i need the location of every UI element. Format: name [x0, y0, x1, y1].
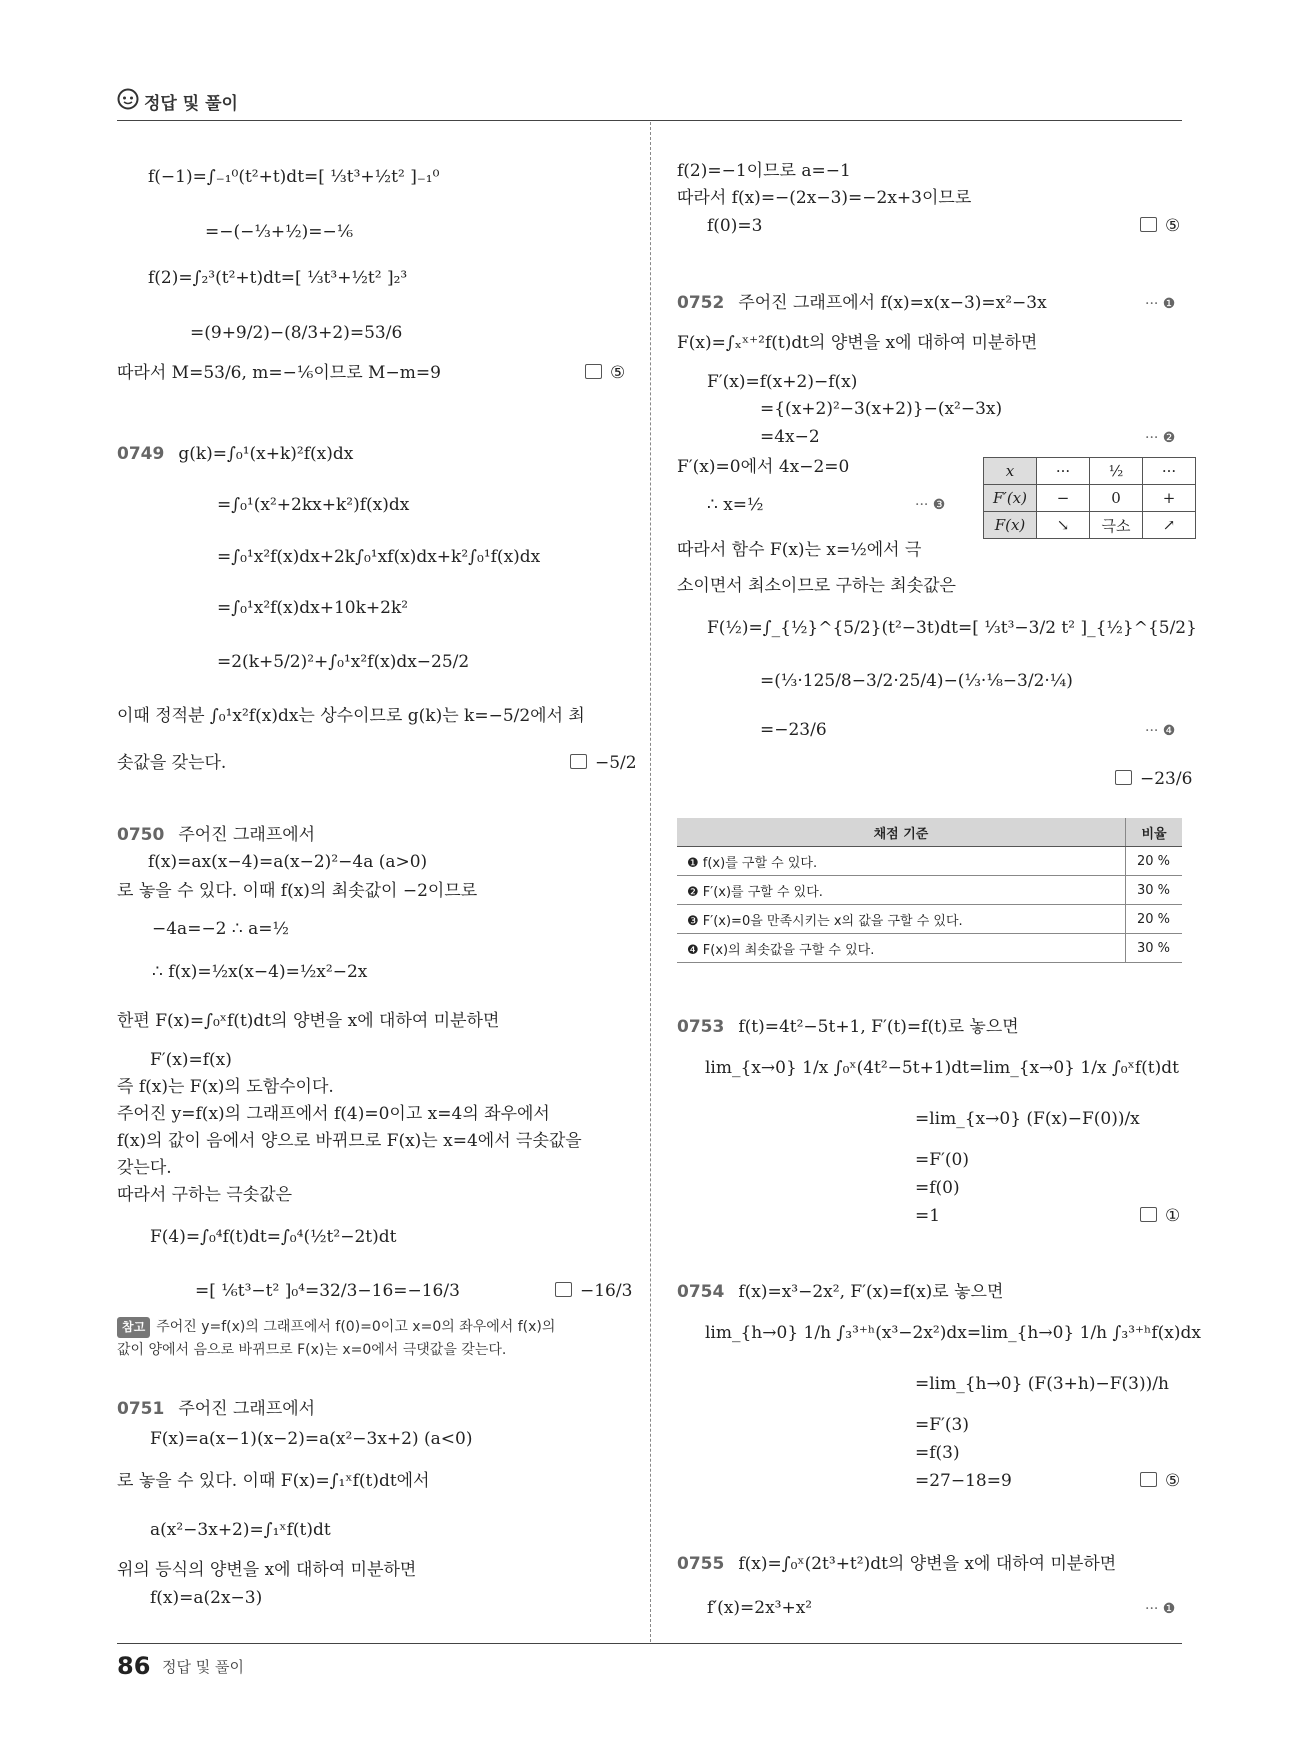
- sol-0748-line-4: =(9+9/2)−(8/3+2)=53/6: [190, 323, 403, 343]
- table-cell: F′(x): [984, 485, 1037, 512]
- answer-mark-icon: [1115, 770, 1132, 785]
- table-cell: 20 %: [1126, 905, 1183, 934]
- table-row: [677, 876, 1182, 905]
- answer-mark-icon: [1140, 1207, 1157, 1222]
- answer-0753: ①: [1140, 1205, 1180, 1227]
- sol-0752-line-7: ∴ x=½: [707, 495, 764, 515]
- sol-0750-line-9: 주어진 y=f(x)의 그래프에서 f(4)=0이고 x=4의 좌우에서: [117, 1104, 550, 1124]
- table-cell: +: [1143, 485, 1196, 512]
- sol-0752-line-9: 소이면서 최소이므로 구하는 최솟값은: [677, 576, 956, 596]
- sol-0753-line-4: =F′(0): [915, 1150, 969, 1170]
- sol-0750-line-6: 한편 F(x)=∫₀ˣf(t)dt의 양변을 x에 대하여 미분하면: [117, 1011, 500, 1031]
- sol-0752-line-12: =−23/6: [760, 720, 827, 740]
- step-marker-5: ··· ❶: [1145, 1601, 1176, 1617]
- table-cell: ↗: [1143, 512, 1196, 539]
- step-marker-1: ··· ❶: [1145, 296, 1176, 312]
- table-cell: 30 %: [1126, 876, 1183, 905]
- table-row: [984, 458, 1196, 485]
- sol-0753-line-5: =f(0): [915, 1178, 960, 1198]
- step-marker-4: ··· ❹: [1145, 723, 1176, 739]
- table-cell: F(x): [984, 512, 1037, 539]
- table-cell: ❶ f(x)를 구할 수 있다.: [677, 847, 1126, 876]
- note-tag: 참고: [117, 1317, 150, 1338]
- answer-0748: ⑤: [585, 362, 625, 384]
- page-number: 86: [117, 1652, 151, 1680]
- table-row: [984, 485, 1196, 512]
- sol-0752-line-11: =(⅓·125/8−3/2·25/4)−(⅓·⅛−3/2·¼): [760, 671, 1073, 691]
- sol-0750-line-11: 갖는다.: [117, 1158, 172, 1178]
- problem-0752: 0752 주어진 그래프에서 f(x)=x(x−3)=x²−3x: [677, 293, 1047, 313]
- sol-0750-line-10: f(x)의 값이 음에서 양으로 바뀌므로 F(x)는 x=4에서 극솟값을: [117, 1131, 582, 1151]
- sol-0754-line-4: =F′(3): [915, 1415, 969, 1435]
- table-row: [677, 847, 1182, 876]
- sol-0754-line-6: =27−18=9: [915, 1471, 1012, 1491]
- sol-0751-line-9: f(0)=3: [707, 216, 763, 236]
- sol-0752-line-3: F′(x)=f(x+2)−f(x): [707, 372, 858, 392]
- sol-0751-line-8: 따라서 f(x)=−(2x−3)=−2x+3이므로: [677, 188, 972, 208]
- table-header-row: [677, 818, 1182, 847]
- sol-0752-line-10: F(½)=∫_{½}^{5/2}(t²−3t)dt=[ ⅓t³−3/2 t² ]_{½}^{5/2}: [707, 618, 1197, 638]
- sol-0751-line-7: f(2)=−1이므로 a=−1: [677, 161, 851, 181]
- sol-0749-line-3: =∫₀¹x²f(x)dx+2k∫₀¹xf(x)dx+k²∫₀¹f(x)dx: [217, 547, 541, 567]
- sol-0754-line-3: =lim_{h→0} (F(3+h)−F(3))/h: [915, 1374, 1169, 1394]
- step-marker-2: ··· ❷: [1145, 430, 1176, 446]
- table-cell: 0: [1090, 485, 1143, 512]
- sol-0751-line-2: F(x)=a(x−1)(x−2)=a(x²−3x+2) (a<0): [150, 1429, 473, 1449]
- header-title: 정답 및 풀이: [144, 94, 238, 114]
- scoring-header-criteria: 채점 기준: [677, 818, 1126, 847]
- answer-mark-icon: [555, 1282, 572, 1297]
- problem-number: 0751: [117, 1399, 165, 1419]
- footer-rule: [117, 1643, 1182, 1644]
- sol-0755-line-2: f′(x)=2x³+x²: [707, 1598, 813, 1618]
- problem-0751: 0751 주어진 그래프에서: [117, 1399, 316, 1419]
- scoring-header-ratio: 비율: [1126, 818, 1183, 847]
- table-cell: 극소: [1090, 512, 1143, 539]
- sol-0752-line-4: ={(x+2)²−3(x+2)}−(x²−3x): [760, 399, 1003, 419]
- sol-0750-line-8: 즉 f(x)는 F(x)의 도함수이다.: [117, 1077, 334, 1097]
- problem-number: 0753: [677, 1017, 725, 1037]
- sol-0750-line-7: F′(x)=f(x): [150, 1050, 232, 1070]
- table-row: [677, 905, 1182, 934]
- reference-note: 참고 주어진 y=f(x)의 그래프에서 f(0)=0이고 x=0의 좌우에서 f(x)의: [117, 1317, 555, 1338]
- answer-0751: ⑤: [1140, 215, 1180, 237]
- answer-mark-icon: [570, 754, 587, 769]
- sol-0750-line-4: −4a=−2 ∴ a=½: [152, 919, 289, 939]
- problem-number: 0750: [117, 825, 165, 845]
- table-cell: x: [984, 458, 1037, 485]
- sol-0750-line-13: F(4)=∫₀⁴f(t)dt=∫₀⁴(½t²−2t)dt: [150, 1227, 397, 1247]
- sign-table: [983, 457, 1196, 539]
- problem-0750: 0750 주어진 그래프에서: [117, 825, 316, 845]
- table-cell: ···: [1037, 458, 1090, 485]
- sol-0754-line-5: =f(3): [915, 1443, 960, 1463]
- sol-0752-line-8: 따라서 함수 F(x)는 x=½에서 극: [677, 540, 922, 560]
- sol-0749-line-4: =∫₀¹x²f(x)dx+10k+2k²: [217, 598, 409, 618]
- sol-0753-line-2: lim_{x→0} 1/x ∫₀ˣ(4t²−5t+1)dt=lim_{x→0} 1/x ∫₀ˣf(t)dt: [705, 1058, 1179, 1078]
- problem-number: 0755: [677, 1554, 725, 1574]
- sol-0750-line-5: ∴ f(x)=½x(x−4)=½x²−2x: [152, 962, 368, 982]
- problem-0755: 0755 f(x)=∫₀ˣ(2t³+t²)dt의 양변을 x에 대하여 미분하면: [677, 1554, 1117, 1574]
- sol-0754-line-2: lim_{h→0} 1/h ∫₃³⁺ʰ(x³−2x²)dx=lim_{h→0} 1/h ∫₃³⁺ʰf(x)dx: [705, 1323, 1201, 1343]
- sol-0750-line-3: 로 놓을 수 있다. 이때 f(x)의 최솟값이 −2이므로: [117, 881, 478, 901]
- sol-0748-line-1: f(−1)=∫₋₁⁰(t²+t)dt=[ ⅓t³+½t² ]₋₁⁰: [148, 167, 440, 187]
- answer-0750: −16/3: [555, 1280, 632, 1302]
- problem-number: 0754: [677, 1282, 725, 1302]
- sol-0750-line-14: =[ ⅙t³−t² ]₀⁴=32/3−16=−16/3: [195, 1281, 460, 1301]
- table-cell: ½: [1090, 458, 1143, 485]
- step-marker-3: ··· ❸: [915, 497, 946, 513]
- face-icon: [117, 88, 139, 110]
- sol-0751-line-6: f(x)=a(2x−3): [150, 1588, 263, 1608]
- sol-0751-line-5: 위의 등식의 양변을 x에 대하여 미분하면: [117, 1560, 417, 1580]
- problem-number: 0752: [677, 293, 725, 313]
- sol-0750-line-12: 따라서 구하는 극솟값은: [117, 1185, 293, 1205]
- column-divider: [650, 122, 651, 1642]
- answer-0754: ⑤: [1140, 1470, 1180, 1492]
- reference-note-line-2: 값이 양에서 음으로 바뀌므로 F(x)는 x=0에서 극댓값을 갖는다.: [117, 1342, 507, 1358]
- sol-0752-line-2: F(x)=∫ₓˣ⁺²f(t)dt의 양변을 x에 대하여 미분하면: [677, 333, 1038, 353]
- sol-0748-line-5: 따라서 M=53/6, m=−⅙이므로 M−m=9: [117, 363, 441, 383]
- sol-0753-line-6: =1: [915, 1206, 941, 1226]
- answer-mark-icon: [1140, 217, 1157, 232]
- table-cell: ❹ F(x)의 최솟값을 구할 수 있다.: [677, 934, 1126, 963]
- sol-0748-line-2: =−(−⅓+½)=−⅙: [205, 222, 354, 242]
- table-cell: 20 %: [1126, 847, 1183, 876]
- sol-0749-line-2: =∫₀¹(x²+2kx+k²)f(x)dx: [217, 495, 410, 515]
- table-cell: ↘: [1037, 512, 1090, 539]
- sol-0749-line-5: =2(k+5/2)²+∫₀¹x²f(x)dx−25/2: [217, 652, 470, 672]
- problem-number: 0749: [117, 444, 165, 464]
- sol-0749-line-6: 이때 정적분 ∫₀¹x²f(x)dx는 상수이므로 g(k)는 k=−5/2에서 최: [117, 706, 585, 726]
- sol-0751-line-3: 로 놓을 수 있다. 이때 F(x)=∫₁ˣf(t)dt에서: [117, 1471, 430, 1491]
- problem-0753: 0753 f(t)=4t²−5t+1, F′(t)=f(t)로 놓으면: [677, 1017, 1019, 1037]
- answer-mark-icon: [1140, 1472, 1157, 1487]
- problem-0754: 0754 f(x)=x³−2x², F′(x)=f(x)로 놓으면: [677, 1282, 1004, 1302]
- answer-0749: −5/2: [570, 752, 637, 774]
- table-row: [984, 512, 1196, 539]
- table-cell: −: [1037, 485, 1090, 512]
- sol-0752-line-6: F′(x)=0에서 4x−2=0: [677, 457, 850, 477]
- sol-0752-line-5: =4x−2: [760, 427, 820, 447]
- scoring-table: [677, 818, 1182, 963]
- sol-0749-line-7: 솟값을 갖는다.: [117, 753, 227, 773]
- table-cell: ❸ F′(x)=0을 만족시키는 x의 값을 구할 수 있다.: [677, 905, 1126, 934]
- table-cell: ❷ F′(x)를 구할 수 있다.: [677, 876, 1126, 905]
- footer-label: 정답 및 풀이: [162, 1658, 244, 1676]
- table-row: [677, 934, 1182, 963]
- sol-0753-line-3: =lim_{x→0} (F(x)−F(0))/x: [915, 1109, 1140, 1129]
- problem-0749: 0749 g(k)=∫₀¹(x+k)²f(x)dx: [117, 444, 354, 464]
- table-cell: 30 %: [1126, 934, 1183, 963]
- table-cell: ···: [1143, 458, 1196, 485]
- answer-0752: −23/6: [1115, 768, 1192, 790]
- answer-mark-icon: [585, 364, 602, 379]
- page-header: [117, 86, 1182, 121]
- sol-0751-line-4: a(x²−3x+2)=∫₁ˣf(t)dt: [150, 1520, 331, 1540]
- sol-0750-line-2: f(x)=ax(x−4)=a(x−2)²−4a (a>0): [148, 852, 428, 872]
- sol-0748-line-3: f(2)=∫₂³(t²+t)dt=[ ⅓t³+½t² ]₂³: [148, 268, 408, 288]
